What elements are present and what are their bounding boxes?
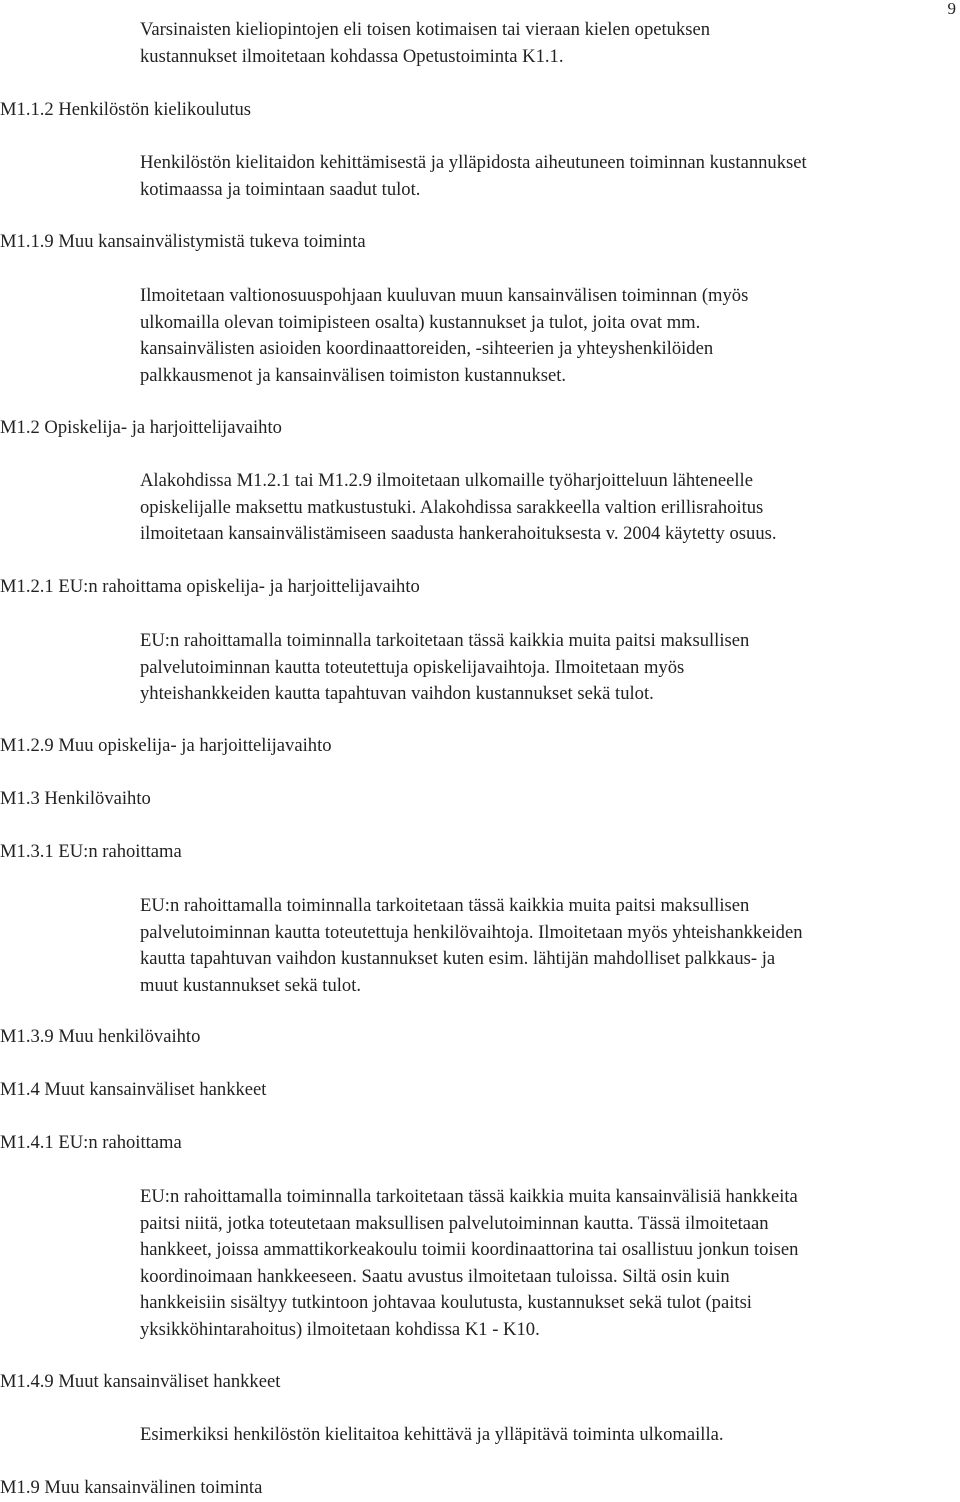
text-line: paitsi niitä, jotka toteutetaan maksullisen palvelutoiminnan kautta. Tässä ilmoitetaan: [140, 1212, 769, 1234]
text-line: hankkeisiin sisältyy tutkintoon johtavaa koulutusta, kustannukset sekä tulot (paitsi: [140, 1292, 752, 1313]
text-line: M1.4.9 Muut kansainväliset hankkeet: [0, 1371, 281, 1392]
section-heading: [0, 97, 251, 124]
paragraph: [140, 283, 748, 389]
text-line: Alakohdissa M1.2.1 tai M1.2.9 ilmoitetaan ulkomaille työharjoitteluun lähteneelle: [140, 470, 753, 491]
text-line: M1.9 Muu kansainvälinen toiminta: [0, 1477, 263, 1498]
text-line: M1.2.9 Muu opiskelija- ja harjoittelijavaihto: [0, 735, 332, 756]
text-line: palvelutoiminnan kautta toteutettuja henkilövaihtoja. Ilmoitetaan myös yhteishankkeiden: [140, 921, 803, 943]
text-line: M1.4.1 EU:n rahoittama: [0, 1132, 182, 1153]
paragraph: [140, 1184, 798, 1343]
text-line: palvelutoiminnan kautta toteutettuja opiskelijavaihtoja. Ilmoitetaan myös: [140, 656, 685, 678]
paragraph: [140, 628, 749, 708]
text-line: opiskelijalle maksettu matkustustuki. Alakohdissa sarakkeella valtion erillisrahoitus: [140, 496, 764, 518]
text-line: EU:n rahoittamalla toiminnalla tarkoitetaan tässä kaikkia muita paitsi maksullisen: [140, 630, 750, 651]
text-line: koordinoimaan hankkeeseen. Saatu avustus ilmoitetaan tuloissa. Siltä osin kuin: [140, 1265, 730, 1287]
paragraph: [140, 1422, 724, 1449]
section-heading: [0, 786, 151, 813]
text-line: M1.1.2 Henkilöstön kielikoulutus: [0, 99, 252, 120]
text-line: ilmoitetaan kansainvälistämiseen saadusta hankerahoituksesta v. 2004 käytetty osuus.: [140, 523, 777, 544]
text-line: yksikköhintarahoitus) ilmoitetaan kohdissa K1 - K10.: [140, 1318, 540, 1340]
text-line: Ilmoitetaan valtionosuuspohjaan kuuluvan muun kansainvälisen toiminnan (myös: [140, 285, 749, 306]
section-heading: [0, 415, 282, 442]
section-heading: [0, 1077, 266, 1104]
text-line: M1.2.1 EU:n rahoittama opiskelija- ja harjoittelijavaihto: [0, 576, 420, 597]
text-line: M1.4 Muut kansainväliset hankkeet: [0, 1079, 267, 1100]
paragraph: [140, 893, 803, 999]
text-line: Henkilöstön kielitaidon kehittämisestä ja ylläpidosta aiheutuneen toiminnan kustannukset: [140, 152, 807, 173]
text-line: hankkeet, joissa ammattikorkeakoulu toimii koordinaattorina tai osallistuu jonkun toisen: [140, 1239, 799, 1260]
text-line: M1.2 Opiskelija- ja harjoittelijavaihto: [0, 417, 282, 438]
text-line: kansainvälisten asioiden koordinaattoreiden, -sihteerien ja yhteyshenkilöiden: [140, 338, 714, 359]
text-line: Varsinaisten kieliopintojen eli toisen kotimaisen tai vieraan kielen opetuksen: [140, 19, 711, 40]
page-number: 9: [947, 0, 956, 18]
text-line: kustannukset ilmoitetaan kohdassa Opetustoiminta K1.1.: [140, 45, 564, 67]
text-line: M1.3.9 Muu henkilövaihto: [0, 1026, 201, 1047]
text-line: M1.1.9 Muu kansainvälistymistä tukeva toiminta: [0, 231, 366, 252]
text-line: palkkausmenot ja kansainvälisen toimiston kustannukset.: [140, 364, 567, 386]
section-heading: [0, 1475, 262, 1502]
text-line: EU:n rahoittamalla toiminnalla tarkoitetaan tässä kaikkia muita kansainvälisiä hankkeita: [140, 1186, 798, 1207]
text-line: M1.3.1 EU:n rahoittama: [0, 841, 182, 862]
text-line: EU:n rahoittamalla toiminnalla tarkoitetaan tässä kaikkia muita paitsi maksullisen: [140, 895, 750, 916]
section-heading: [0, 1024, 200, 1051]
text-line: yhteishankkeiden kautta tapahtuvan vaihdon kustannukset sekä tulot.: [140, 683, 654, 704]
section-heading: [0, 229, 366, 256]
section-heading: [0, 839, 182, 866]
text-line: ulkomailla olevan toimipisteen osalta) kustannukset ja tulot, joita ovat mm.: [140, 311, 701, 333]
section-heading: [0, 733, 332, 760]
text-line: M1.3 Henkilövaihto: [0, 788, 151, 809]
text-line: Esimerkiksi henkilöstön kielitaitoa kehittävä ja ylläpitävä toiminta ulkomailla.: [140, 1424, 724, 1445]
text-line: kautta tapahtuvan vaihdon kustannukset kuten esim. lähtijän mahdolliset palkkaus- ja: [140, 948, 776, 969]
section-heading: [0, 1130, 182, 1157]
paragraph: [140, 150, 807, 203]
text-line: kotimaassa ja toimintaan saadut tulot.: [140, 178, 421, 200]
paragraph: [140, 17, 710, 70]
section-heading: [0, 1369, 280, 1396]
section-heading: [0, 574, 420, 601]
text-line: muut kustannukset sekä tulot.: [140, 974, 362, 996]
paragraph: [140, 468, 777, 548]
